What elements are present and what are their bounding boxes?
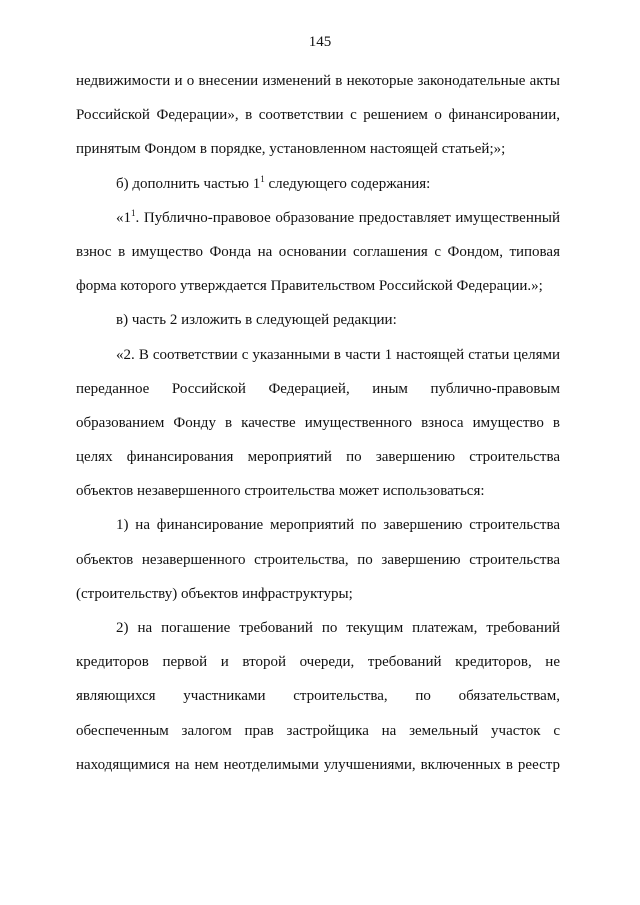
line-text: Российской Федерации», в соответствии с решением о финансировании, [76, 107, 560, 124]
superscript: 1 [260, 173, 265, 184]
text-line [76, 543, 560, 577]
text-line [76, 645, 560, 679]
text-line [76, 201, 560, 235]
text-line [76, 440, 560, 474]
text-line [76, 303, 560, 337]
line-text: «1 [116, 209, 131, 226]
line-text: принятым Фондом в порядке, установленном настоящей статьей;»; [76, 141, 506, 158]
text-line [76, 679, 560, 713]
text-line [76, 338, 560, 372]
text-line [76, 132, 560, 166]
line-text: переданное Российской Федерацией, иным публично-правовым [76, 380, 560, 397]
line-text: «2. В соответствии с указанными в части 1 настоящей статьи целями [116, 346, 560, 363]
text-line [76, 577, 560, 611]
text-line [76, 64, 560, 98]
text-line [76, 508, 560, 542]
text-line [76, 235, 560, 269]
text-line [76, 611, 560, 645]
line-text: образованием Фонду в качестве имущественного взноса имущество в [76, 414, 560, 431]
document-body [76, 64, 560, 782]
line-text: б) дополнить частью 1 [116, 175, 261, 192]
text-line [76, 406, 560, 440]
line-text: объектов незавершенного строительства может использоваться: [76, 483, 485, 500]
superscript: 1 [131, 207, 136, 218]
text-line [76, 372, 560, 406]
line-text: являющихся участниками строительства, по обязательствам, [76, 688, 560, 705]
line-text: (строительству) объектов инфраструктуры; [76, 585, 353, 602]
line-text: объектов незавершенного строительства, по завершению строительства [76, 551, 560, 568]
line-text: 1) на финансирование мероприятий по завершению строительства [116, 517, 560, 534]
line-text: кредиторов первой и второй очереди, требований кредиторов, не [76, 654, 560, 671]
line-text: недвижимости и о внесении изменений в некоторые законодательные акты [76, 73, 560, 89]
line-text: в) часть 2 изложить в следующей редакции: [116, 312, 397, 329]
text-line [76, 167, 560, 201]
text-line [76, 269, 560, 303]
text-line [76, 474, 560, 508]
page-number: 145 [308, 34, 332, 50]
line-text: форма которого утверждается Правительством Российской Федерации.»; [76, 278, 543, 295]
line-text: обеспеченным залогом прав застройщика на земельный участок с [76, 722, 560, 739]
text-line [76, 714, 560, 748]
text-line [76, 748, 560, 782]
text-line [76, 98, 560, 132]
line-text: целях финансирования мероприятий по завершению строительства [76, 449, 560, 466]
line-text: взнос в имущество Фонда на основании соглашения с Фондом, типовая [76, 243, 560, 260]
line-text: находящимися на нем неотделимыми улучшениями, включенных в реестр [76, 756, 560, 773]
line-text-after: . Публично-правовое образование предоставляет имущественный [135, 209, 560, 226]
line-text: 2) на погашение требований по текущим платежам, требований [116, 620, 560, 636]
line-text-after: следующего содержания: [264, 175, 431, 192]
